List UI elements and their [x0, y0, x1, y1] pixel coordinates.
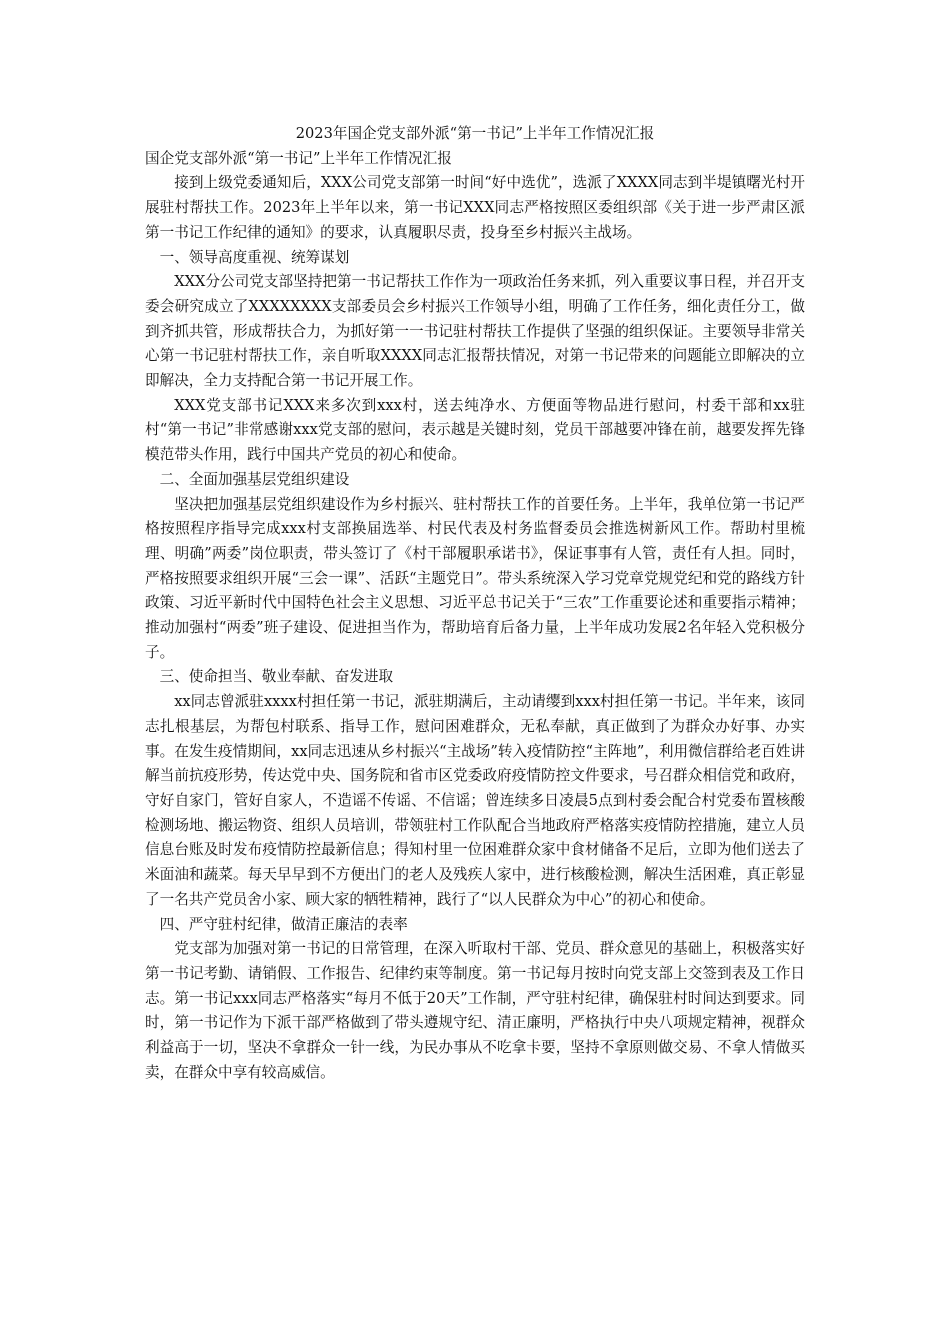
- intro-paragraph: 接到上级党委通知后，XXX公司党支部第一时间“好中选优”，选派了XXXX同志到半堤镇曙光村开展驻村帮扶工作。2023年上半年以来，第一书记XXX同志严格按照区委组织部《关于进一步严肃区派第一书记工作纪律的通知》的要求，认真履职尽责，投身至乡村振兴主战场。: [145, 174, 805, 241]
- section-1-paragraph-1: XXX分公司党支部坚持把第一书记帮扶工作作为一项政治任务来抓，列入重要议事日程，并召开支委会研究成立了XXXXXXXX支部委员会乡村振兴工作领导小组，明确了工作任务，细化责任分工，做到齐抓共管，形成帮扶合力，为抓好第一一书记驻村帮扶工作提供了坚强的组织保证。主要领导非常关心第一书记驻村帮扶工作，亲自听取XXXX同志汇报帮扶情况，对第一书记带来的问题能立即解决的立即解决，全力支持配合第一书记开展工作。: [145, 273, 805, 390]
- section-3-paragraph-1: xx同志曾派驻xxxx村担任第一书记，派驻期满后，主动请缨到xxx村担任第一书记。半年来，该同志扎根基层，为帮包村联系、指导工作，慰问困难群众，无私奉献，真正做到了为群众办好事、办实事。在发生疫情期间，xx同志迅速从乡村振兴“主战场”转入疫情防控“主阵地”，利用微信群给老百姓讲解当前抗疫形势，传达党中央、国务院和省市区党委政府疫情防控文件要求，号召群众相信党和政府，守好自家门，管好自家人，不造谣不传谣、不信谣；曾连续多日凌晨5点到村委会配合村党委布置核酸检测场地、搬运物资、组织人员培训，带领驻村工作队配合当地政府严格落实疫情防控措施，建立人员信息台账及时发布疫情防控最新信息；得知村里一位困难群众家中食材储备不足后，立即为他们送去了米面油和蔬菜。每天早早到不方便出门的老人及残疾人家中，进行核酸检测，解决生活困难，真正彰显了一名共产党员舍小家、顾大家的牺牲精神，践行了“以人民群众为中心”的初心和使命。: [145, 693, 805, 908]
- document-subtitle: 国企党支部外派“第一书记”上半年工作情况汇报: [145, 149, 452, 167]
- section-4-paragraph-1: 党支部为加强对第一书记的日常管理，在深入听取村干部、党员、群众意见的基础上，积极落实好第一书记考勤、请销假、工作报告、纪律约束等制度。第一书记每月按时向党支部上交签到表及工作日志。第一书记xxx同志严格落实“每月不低于20天”工作制，严守驻村纪律，确保驻村时间达到要求。同时，第一书记作为下派干部严格做到了带头遵规守纪、清正廉明，严格执行中央八项规定精神，视群众利益高于一切，坚决不拿群众一针一线，为民办事从不吃拿卡要，坚持不拿原则做交易、不拿人情做买卖，在群众中享有较高威信。: [145, 940, 805, 1081]
- section-heading-1: 一、领导高度重视、统筹谋划: [159, 248, 350, 266]
- document-title: 2023年国企党支部外派“第一书记”上半年工作情况汇报: [295, 125, 655, 142]
- section-heading-4: 四、严守驻村纪律，做清正廉洁的表率: [159, 915, 408, 933]
- document-page: [145, 122, 805, 1085]
- section-1-paragraph-2: XXX党支部书记XXX来多次到xxx村，送去纯净水、方便面等物品进行慰问，村委干部和xx驻村“第一书记”非常感谢xxx党支部的慰问，表示越是关键时刻，党员干部越要冲锋在前，越要发挥先锋模范带头作用，践行中国共产党员的初心和使命。: [145, 396, 805, 464]
- section-heading-3: 三、使命担当、敬业奉献、奋发进取: [159, 668, 394, 686]
- section-heading-2: 二、全面加强基层党组织建设: [159, 470, 350, 488]
- section-2-paragraph-1: 坚决把加强基层党组织建设作为乡村振兴、驻村帮扶工作的首要任务。上半年，我单位第一书记严格按照程序指导完成xxx村支部换届选举、村民代表及村务监督委员会推选树新风工作。帮助村里梳理、明确”两委”岗位职责，带头签订了《村干部履职承诺书》，保证事事有人管，责任有人担。同时，严格按照要求组织开展“三会一课”、活跃“主题党日”。带头系统深入学习党章党规党纪和党的路线方针政策、习近平新时代中国特色社会主义思想、习近平总书记关于“三农”工作重要论述和重要指示精神；推动加强村“两委”班子建设、促进担当作为，帮助培育后备力量，上半年成功发展2名年轻入党积极分子。: [145, 495, 805, 661]
